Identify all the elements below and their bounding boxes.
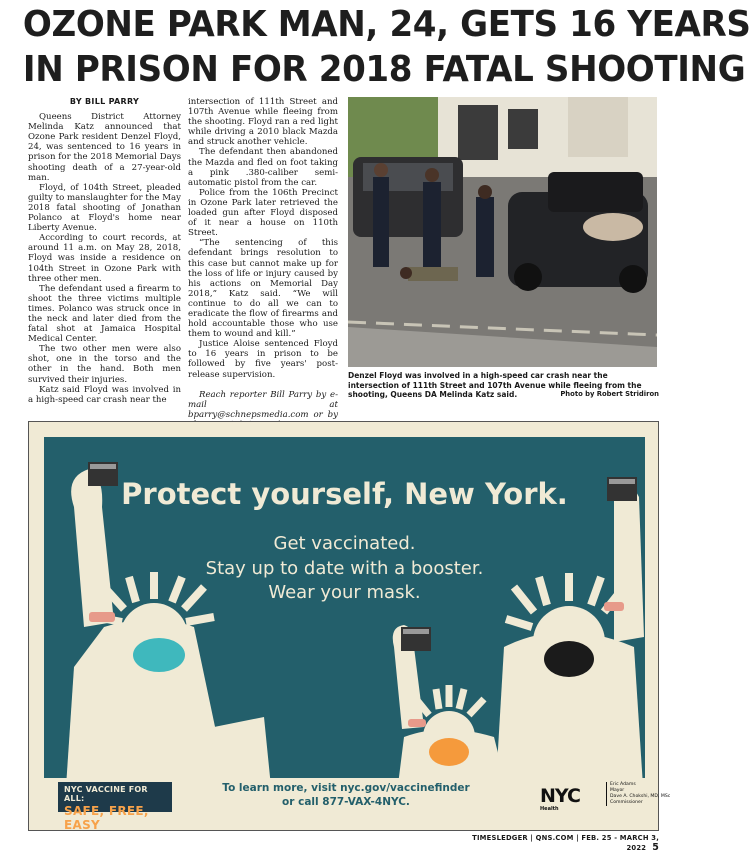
news-photo (348, 97, 657, 367)
footer-text: TIMESLEDGER | QNS.COM | FEB. 25 - MARCH 3, 2022 (472, 834, 659, 852)
vaccine-advertisement (28, 421, 671, 832)
caption-text: Denzel Floyd was involved in a high-speed car crash near the intersection of 111th Street and 107th Avenue while fleeing from the shooting, Queens DA Melinda Katz said. (348, 371, 642, 400)
official-mayor-name: Eric Adams (610, 782, 636, 787)
paragraph: According to court records, at around 11 a.m. on May 28, 2018, Floyd was inside a residence on 104th Street in Ozone Park with three other men. (28, 233, 181, 284)
nyc-logo: NYC (540, 785, 580, 807)
page-footer (440, 834, 659, 853)
paragraph: The defendant then abandoned the Mazda and fled on foot taking a pink .380-caliber semi-automatic pistol from the car. (188, 147, 338, 188)
badge-bottom-text: SAFE, FREE, EASY (64, 804, 149, 832)
badge-top-text: NYC VACCINE FOR ALL: (64, 785, 148, 803)
paragraph: The two other men were also shot, one in the torso and the other in the hand. Both men survived their injuries. (28, 344, 181, 385)
official-mayor-title: Mayor (610, 788, 625, 793)
nyc-officials (606, 782, 676, 806)
paragraph: Queens District Attorney Melinda Katz announced that Ozone Park resident Denzel Floyd, 24, was sentenced to 16 years in prison for the 2018 Memorial Days shooting death of a 27-year-old man. (28, 112, 181, 183)
ad-title: Protect yourself, New York. (121, 477, 568, 511)
paragraph: Katz said Floyd was involved in a high-speed car crash near the (28, 384, 181, 405)
headline-line-2: IN PRISON FOR 2018 FATAL SHOOTING (22, 49, 746, 90)
article-column-2 (188, 97, 338, 430)
paragraph: Floyd, of 104th Street, pleaded guilty to manslaughter for the May 2018 fatal shooting of Jonathan Polanco at Floyd's home near Liberty Avenue. (28, 182, 181, 234)
headline-line-1: OZONE PARK MAN, 24, GETS 16 YEARS (22, 4, 751, 45)
vaccine-for-all-badge (58, 782, 172, 832)
ad-line-vaccinated: Get vaccinated. (273, 533, 416, 554)
ad-visit-phone: or call 877-VAX-4NYC. (282, 796, 410, 808)
ad-contact-info (216, 781, 476, 809)
nyc-health-label: Health (540, 806, 559, 812)
reporter-contact: Reach reporter Bill Parry by e-mail at bparry@schnepsmedia.com or by (188, 389, 338, 420)
article-column-1 (28, 97, 181, 405)
official-commissioner-name: Dave A. Chokshi, MD, MSc (610, 794, 671, 799)
byline: BY BILL PARRY (69, 97, 140, 106)
photo-credit: Photo by Robert Stridiron (560, 390, 659, 399)
ad-line-mask: Wear your mask. (268, 582, 421, 603)
paragraph: intersection of 111th Street and 107th Avenue while fleeing from the shooting. Floyd ran a red light while driving a 2010 black Mazda and struck another vehicle. (188, 97, 338, 148)
headline (22, 2, 751, 92)
ad-visit-url: To learn more, visit nyc.gov/vaccinefinder (222, 782, 470, 794)
photo-caption (348, 371, 659, 400)
paragraph: The defendant used a firearm to shoot the three victims multiple times. Polanco was struck once in the neck and later died from the fatal shot at Jamaica Hospital Medical Center. (28, 283, 181, 345)
official-commissioner-title: Commissioner (610, 800, 643, 805)
ad-footer-bar (44, 778, 671, 832)
paragraph: Justice Aloise sentenced Floyd to 16 years in prison to be followed by five years' post-release supervision. (188, 339, 338, 380)
crash-scene-illustration (348, 97, 657, 367)
page-number: 5 (652, 842, 659, 853)
ad-line-booster: Stay up to date with a booster. (205, 558, 484, 579)
paragraph: Police from the 106th Precinct in Ozone Park later retrieved the loaded gun after Floyd disposed of it near a house on 110th Street. (188, 187, 338, 239)
paragraph: “The sentencing of this defendant brings resolution to this case but cannot make up for the loss of life or injury caused by his actions on Memorial Day 2018,” Katz said. “We will continue to do all we can to eradicate the flow of firearms and hold accountable those who use them to wound and kill.” (188, 238, 338, 340)
ad-panel (44, 437, 645, 817)
